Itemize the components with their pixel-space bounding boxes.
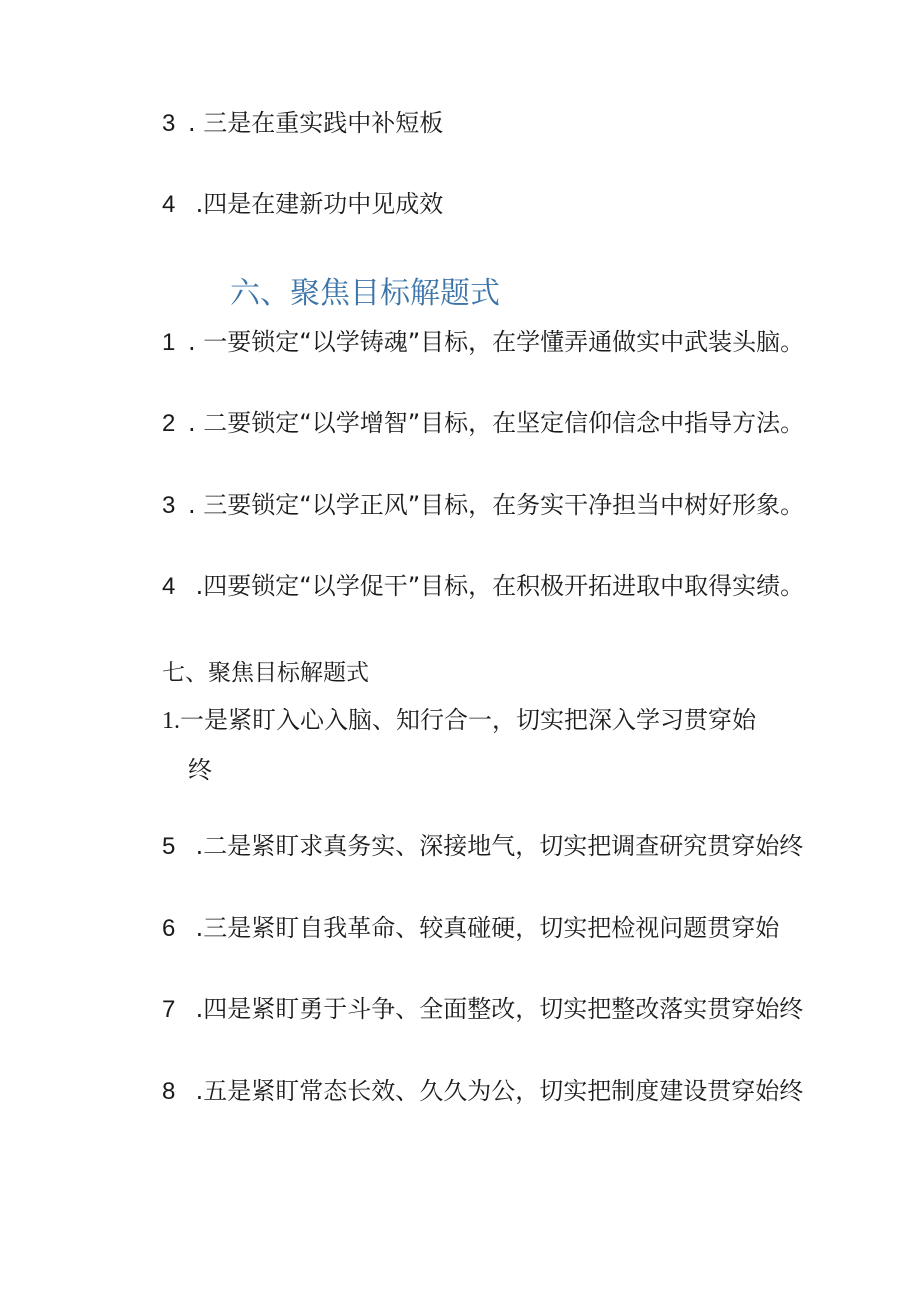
- item-text: .二是紧盯求真务实、深接地气，切实把调查研究贯穿始终: [188, 832, 804, 860]
- list-item: [162, 490, 804, 521]
- section-heading-7: 七、聚焦目标解题式: [162, 660, 369, 686]
- item-number: 2: [162, 410, 176, 437]
- list-item: [162, 108, 443, 139]
- item-text: .三是紧盯自我革命、较真碰硬，切实把检视问题贯穿始: [188, 914, 780, 942]
- list-item: [162, 705, 756, 736]
- item-number: 1: [162, 329, 176, 356]
- list-item: [162, 913, 779, 944]
- list-item: [162, 189, 443, 220]
- item-text-continuation: 终: [188, 756, 212, 784]
- list-item: [162, 994, 803, 1025]
- item-number: 4: [162, 573, 176, 600]
- item-text: 一是紧盯入心入脑、知行合一，切实把深入学习贯穿始: [180, 706, 756, 734]
- item-number: 6: [162, 915, 176, 942]
- item-text: . 二要锁定“以学增智”目标，在坚定信仰信念中指导方法。: [188, 409, 805, 437]
- item-number: 3: [162, 492, 176, 519]
- item-number: 7: [162, 996, 176, 1023]
- list-item: [162, 408, 804, 439]
- item-text: .四要锁定“以学促干”目标，在积极开拓进取中取得实绩。: [188, 572, 805, 600]
- item-number: 5: [162, 833, 176, 860]
- item-text: .四是紧盯勇于斗争、全面整改，切实把整改落实贯穿始终: [188, 995, 804, 1023]
- list-item: [162, 327, 804, 358]
- item-text: . 三要锁定“以学正风”目标，在务实干净担当中树好形象。: [188, 491, 805, 519]
- item-number: 4: [162, 191, 176, 218]
- item-number: 1.: [162, 708, 180, 734]
- list-item: [162, 1076, 803, 1107]
- item-text: . 三是在重实践中补短板: [188, 109, 444, 137]
- item-text: . 一要锁定“以学铸魂”目标，在学懂弄通做实中武装头脑。: [188, 328, 805, 356]
- item-number: 8: [162, 1078, 176, 1105]
- list-item: [162, 831, 803, 862]
- item-text: .五是紧盯常态长效、久久为公，切实把制度建设贯穿始终: [188, 1077, 804, 1105]
- section-heading-6: 六、聚焦目标解题式: [230, 276, 500, 311]
- item-number: 3: [162, 110, 176, 137]
- list-item: [162, 571, 804, 602]
- item-text: .四是在建新功中见成效: [188, 190, 444, 218]
